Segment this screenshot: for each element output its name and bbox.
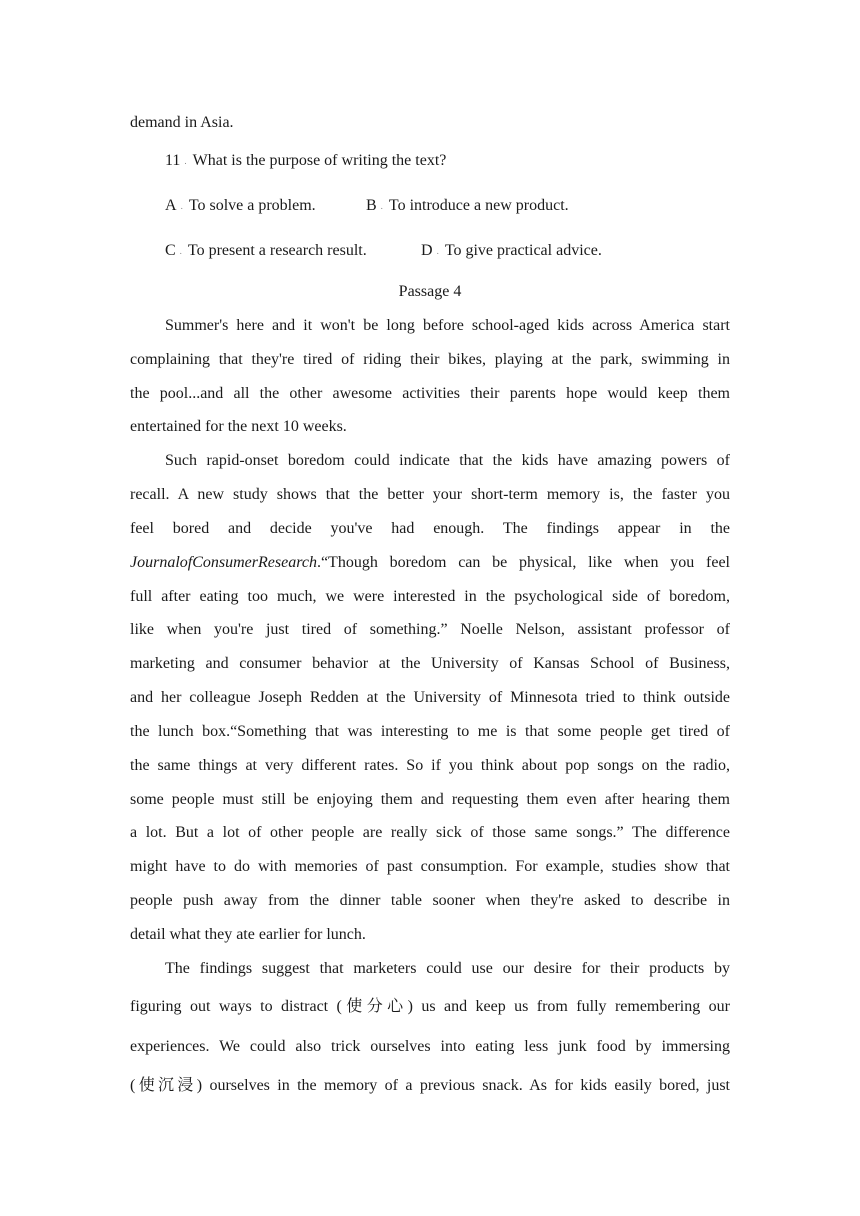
- separator-dot: .: [380, 201, 383, 212]
- passage-line: (使沉浸) ourselves in the memory of a previous snack. As for kids easily bored, just: [130, 1077, 730, 1094]
- passage-line: entertained for the next 10 weeks.: [130, 418, 347, 435]
- option-letter: A: [165, 197, 177, 214]
- option-a: [165, 196, 316, 216]
- option-letter: C: [165, 242, 176, 259]
- option-b: [366, 196, 569, 216]
- passage-title: Passage 4: [398, 283, 462, 300]
- question-number: 11: [165, 152, 181, 169]
- option-text: To present a research result.: [187, 242, 367, 259]
- passage-line: The findings suggest that marketers could use our desire for their products by: [165, 960, 730, 977]
- separator-dot: .: [184, 156, 187, 167]
- question-stem: [165, 151, 446, 171]
- passage-line: like when you're just tired of something.” Noelle Nelson, assistant professor of: [130, 621, 730, 638]
- passage-line: and her colleague Joseph Redden at the University of Minnesota tried to think outside: [130, 689, 730, 706]
- passage-line: Summer's here and it won't be long before school-aged kids across America start: [165, 317, 730, 334]
- passage-line: Such rapid-onset boredom could indicate that the kids have amazing powers of: [165, 452, 730, 469]
- passage-line: a lot. But a lot of other people are really sick of those same songs.” The difference: [130, 824, 730, 841]
- passage-line: might have to do with memories of past consumption. For example, studies show that: [130, 858, 730, 875]
- passage-line: marketing and consumer behavior at the University of Kansas School of Business,: [130, 655, 730, 672]
- passage-line: the same things at very different rates. So if you think about pop songs on the radio,: [130, 757, 730, 774]
- passage-line: full after eating too much, we were interested in the psychological side of boredom,: [130, 588, 730, 605]
- separator-dot: .: [180, 201, 183, 212]
- passage-line-with-journal: [130, 553, 730, 573]
- passage-line: detail what they ate earlier for lunch.: [130, 926, 366, 943]
- separator-dot: .: [179, 246, 182, 257]
- option-letter: D: [421, 242, 433, 259]
- passage-line: figuring out ways to distract (使分心) us and keep us from fully remembering our: [130, 998, 730, 1015]
- previous-passage-tail: demand in Asia.: [130, 114, 234, 131]
- option-letter: B: [366, 197, 377, 214]
- option-text: To solve a problem.: [188, 197, 316, 214]
- quote-start: .“Though boredom can be physical, like when you feel: [316, 554, 730, 571]
- passage-line: recall. A new study shows that the better your short-term memory is, the faster you: [130, 486, 730, 503]
- separator-dot: .: [436, 246, 439, 257]
- option-d: [421, 241, 602, 261]
- passage-line: complaining that they're tired of riding their bikes, playing at the park, swimming in: [130, 351, 730, 368]
- question-text: What is the purpose of writing the text?: [192, 152, 447, 169]
- passage-line: feel bored and decide you've had enough. The findings appear in the: [130, 520, 730, 537]
- option-c: [165, 241, 367, 261]
- passage-line: the lunch box.“Something that was interesting to me is that some people get tired of: [130, 723, 730, 740]
- option-text: To introduce a new product.: [388, 197, 569, 214]
- passage-line: people push away from the dinner table sooner when they're asked to describe in: [130, 892, 730, 909]
- passage-line: experiences. We could also trick ourselves into eating less junk food by immersing: [130, 1038, 730, 1055]
- passage-line: some people must still be enjoying them and requesting them even after hearing them: [130, 791, 730, 808]
- journal-name: JournalofConsumerResearch: [130, 554, 317, 571]
- option-text: To give practical advice.: [444, 242, 602, 259]
- passage-line: the pool...and all the other awesome activities their parents hope would keep them: [130, 385, 730, 402]
